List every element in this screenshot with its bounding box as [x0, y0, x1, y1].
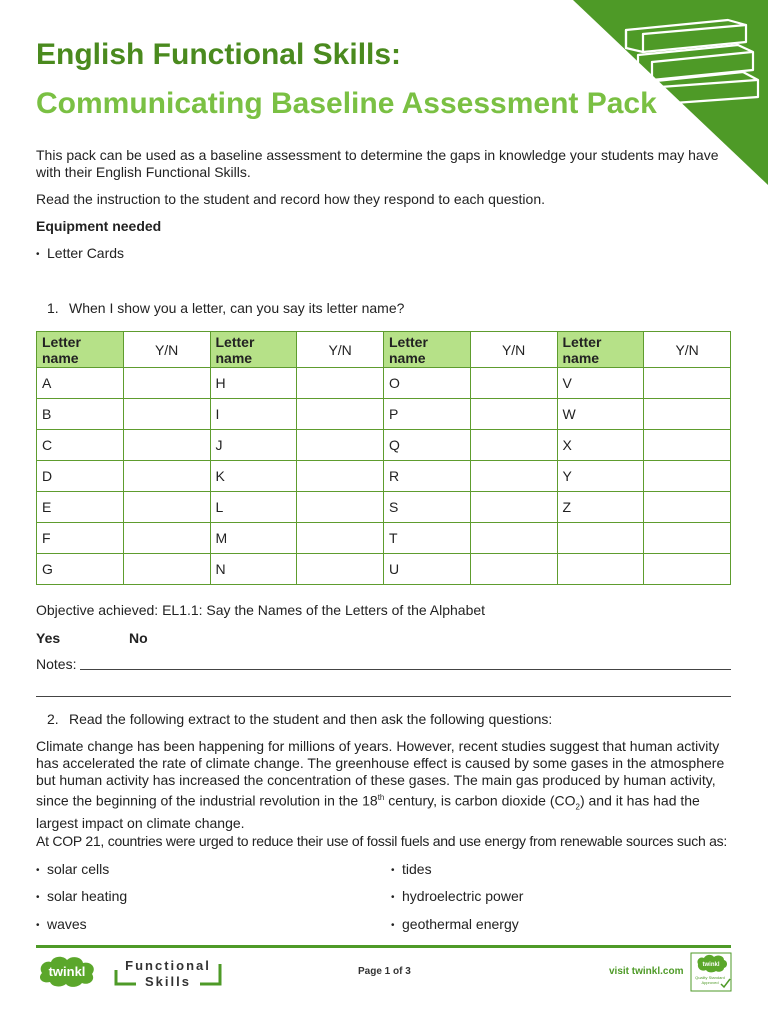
table-row — [37, 523, 731, 554]
yn-response-cell[interactable] — [644, 523, 731, 554]
table-row — [37, 368, 731, 399]
table-row — [37, 399, 731, 430]
letter-cell — [557, 554, 644, 585]
intro-line-1: This pack can be used as a baseline assessment to determine the gaps in knowledge your students may have — [36, 147, 719, 163]
no-option[interactable]: No — [129, 630, 148, 646]
yn-response-cell[interactable] — [644, 492, 731, 523]
letter-cell: S — [384, 492, 471, 523]
page-subtitle: Communicating Baseline Assessment Pack — [36, 87, 657, 120]
yn-response-cell[interactable] — [297, 461, 384, 492]
yn-response-cell[interactable] — [123, 430, 210, 461]
letter-cell: E — [37, 492, 124, 523]
yn-response-cell[interactable] — [470, 523, 557, 554]
letter-cell: U — [384, 554, 471, 585]
yn-response-cell[interactable] — [123, 368, 210, 399]
letter-cell: O — [384, 368, 471, 399]
extract-line: has accelerated the rate of climate change. The greenhouse effect is caused by some gases in the atmosphere — [36, 755, 725, 771]
yn-response-cell[interactable] — [123, 492, 210, 523]
letter-cell: T — [384, 523, 471, 554]
letter-cell: L — [210, 492, 297, 523]
letter-cell: H — [210, 368, 297, 399]
letter-cell: N — [210, 554, 297, 585]
list-item: • tides — [391, 861, 432, 877]
table-row — [37, 461, 731, 492]
header-yn: Y/N — [644, 332, 731, 368]
functional-skills-logo: Functional Skills — [114, 962, 222, 986]
header-yn: Y/N — [470, 332, 557, 368]
letter-cell: V — [557, 368, 644, 399]
header-yn: Y/N — [297, 332, 384, 368]
letter-cell: J — [210, 430, 297, 461]
svg-text:Approved: Approved — [701, 980, 719, 985]
yn-response-cell[interactable] — [470, 430, 557, 461]
footer-divider — [36, 945, 731, 948]
letter-cell: A — [37, 368, 124, 399]
letter-cell: B — [37, 399, 124, 430]
table-row — [37, 554, 731, 585]
letter-cell: Q — [384, 430, 471, 461]
letter-cell: G — [37, 554, 124, 585]
header-letter-name: Letter name — [384, 332, 471, 368]
svg-text:twinkl: twinkl — [48, 964, 86, 979]
letter-cell: C — [37, 430, 124, 461]
header-letter-name: Letter name — [210, 332, 297, 368]
question-1-number: 1. — [47, 300, 59, 316]
twinkl-logo[interactable] — [36, 953, 98, 989]
extract-paragraph — [36, 738, 731, 832]
svg-text:twinkl: twinkl — [702, 962, 720, 968]
notes-line-2[interactable] — [36, 696, 731, 697]
intro-instruction: Read the instruction to the student and record how they respond to each question. — [36, 191, 545, 207]
yn-response-cell[interactable] — [123, 461, 210, 492]
yn-response-cell[interactable] — [644, 430, 731, 461]
table-row — [37, 430, 731, 461]
extract-line: but human activity has increased the concentration of these gases. The main gas produced by human activity, — [36, 772, 716, 788]
extract-line: Climate change has been happening for millions of years. However, recent studies suggest that human activity — [36, 738, 720, 754]
page-number: Page 1 of 3 — [358, 966, 411, 977]
table-header-row — [37, 332, 731, 368]
yes-option[interactable]: Yes — [36, 630, 61, 646]
list-item: • geothermal energy — [391, 916, 519, 932]
question-2-text: Read the following extract to the student and then ask the following questions: — [69, 711, 553, 727]
yn-response-cell[interactable] — [470, 554, 557, 585]
letter-cell: K — [210, 461, 297, 492]
page-title: English Functional Skills: — [36, 38, 402, 71]
yn-response-cell[interactable] — [297, 554, 384, 585]
yn-response-cell[interactable] — [470, 492, 557, 523]
yn-response-cell[interactable] — [470, 461, 557, 492]
header-letter-name: Letter name — [37, 332, 124, 368]
list-item: • solar heating — [36, 888, 127, 904]
list-item: • waves — [36, 916, 87, 932]
equipment-item: • Letter Cards — [36, 245, 124, 261]
yn-response-cell[interactable] — [123, 523, 210, 554]
letter-cell: I — [210, 399, 297, 430]
list-item: • solar cells — [36, 861, 109, 877]
intro-line-2: with their English Functional Skills. — [36, 164, 251, 180]
letter-cell: Z — [557, 492, 644, 523]
notes-label: Notes: — [36, 656, 77, 672]
quality-badge-icon — [690, 952, 732, 992]
yn-response-cell[interactable] — [470, 368, 557, 399]
equipment-heading: Equipment needed — [36, 218, 162, 234]
extract-line: since the beginning of the industrial revolution in the 18th century, is carbon dioxide $(CO_2)$ and it has had the — [36, 792, 700, 812]
notes-line-1[interactable] — [80, 669, 731, 670]
yn-response-cell[interactable] — [644, 368, 731, 399]
objective-text: Objective achieved: EL1.1: Say the Names of the Letters of the Alphabet — [36, 602, 486, 618]
yn-response-cell[interactable] — [297, 430, 384, 461]
letter-cell: M — [210, 523, 297, 554]
letter-cell: D — [37, 461, 124, 492]
svg-text:Quality Standard: Quality Standard — [695, 975, 725, 980]
letter-cell: P — [384, 399, 471, 430]
cop21-paragraph: At COP 21, countries were urged to reduce their use of fossil fuels and use energy from renewable sources such as: — [36, 833, 728, 849]
yn-response-cell[interactable] — [123, 399, 210, 430]
extract-line: largest impact on climate change. — [36, 815, 245, 832]
letter-cell: W — [557, 399, 644, 430]
letter-name-table — [36, 331, 731, 585]
header-yn: Y/N — [123, 332, 210, 368]
yn-response-cell[interactable] — [297, 523, 384, 554]
table-row — [37, 492, 731, 523]
yn-response-cell[interactable] — [297, 368, 384, 399]
question-2-number: 2. — [47, 711, 59, 727]
letter-cell — [557, 523, 644, 554]
letter-cell: X — [557, 430, 644, 461]
yn-response-cell[interactable] — [644, 399, 731, 430]
yn-response-cell[interactable] — [123, 554, 210, 585]
header-letter-name: Letter name — [557, 332, 644, 368]
letter-cell: Y — [557, 461, 644, 492]
yn-response-cell[interactable] — [644, 461, 731, 492]
yn-response-cell[interactable] — [297, 399, 384, 430]
question-1-text: When I show you a letter, can you say its letter name? — [69, 300, 405, 316]
yn-response-cell[interactable] — [470, 399, 557, 430]
table-body — [37, 368, 731, 585]
yn-response-cell[interactable] — [644, 554, 731, 585]
yn-response-cell[interactable] — [297, 492, 384, 523]
visit-link[interactable]: visit twinkl.com — [609, 966, 684, 977]
list-item: • hydroelectric power — [391, 888, 523, 904]
letter-cell: F — [37, 523, 124, 554]
letter-cell: R — [384, 461, 471, 492]
